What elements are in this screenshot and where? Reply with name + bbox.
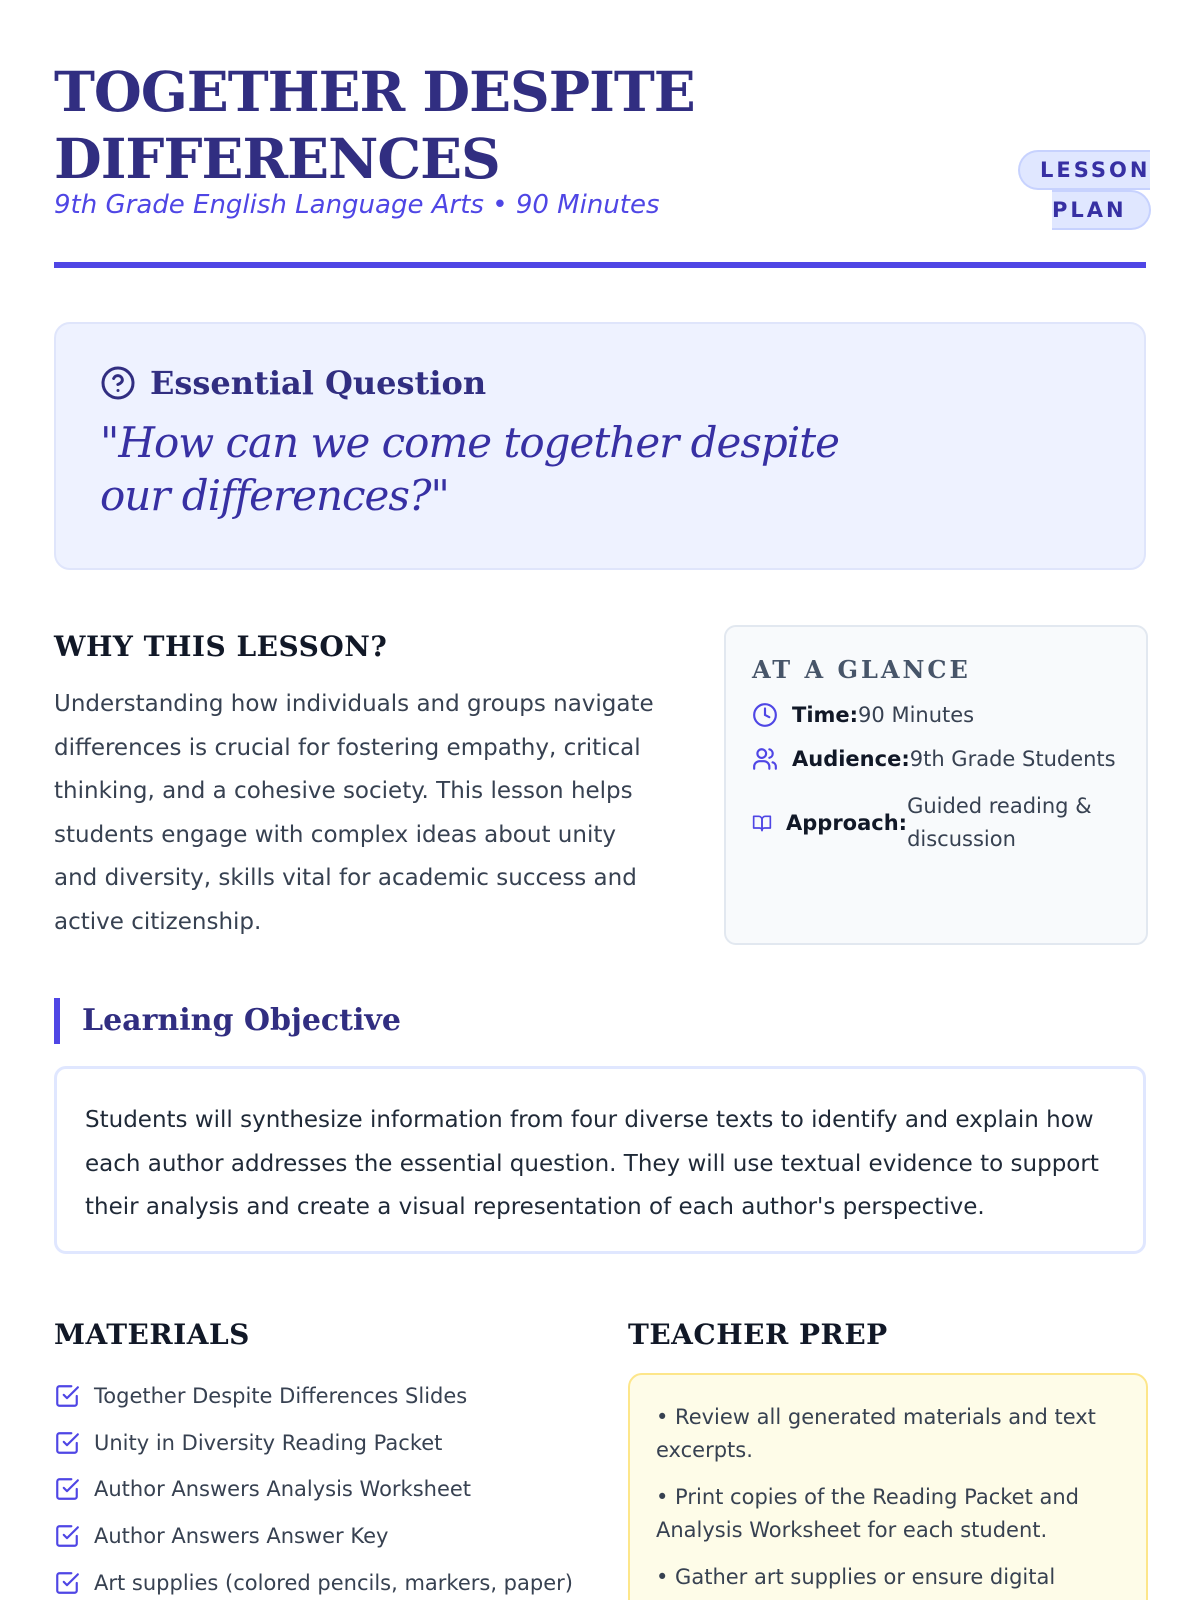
- glance-label-audience: Audience:: [792, 747, 910, 771]
- checkbox-checked-icon: [54, 1523, 80, 1549]
- list-item: [54, 1373, 614, 1420]
- why-this-lesson-section: [54, 630, 654, 944]
- glance-title: AT A GLANCE: [752, 655, 971, 684]
- glance-value-audience: 9th Grade Students: [909, 747, 1116, 771]
- learning-objective-box: [54, 1066, 1146, 1254]
- page-title: [54, 58, 774, 192]
- glance-row-time: [752, 702, 1120, 728]
- materials-heading: MATERIALS: [54, 1318, 250, 1351]
- materials-section: [54, 1318, 614, 1600]
- material-label: Unity in Diversity Reading Packet: [94, 1430, 443, 1455]
- badge-line-2: PLAN: [1052, 190, 1151, 230]
- glance-row-approach: [752, 790, 1120, 856]
- title-line-1: TOGETHER DESPITE: [54, 59, 695, 124]
- list-item: [54, 1513, 614, 1560]
- checkbox-checked-icon: [54, 1430, 80, 1456]
- material-label: Together Despite Differences Slides: [94, 1384, 468, 1409]
- list-item: [54, 1559, 614, 1600]
- header: [54, 0, 1151, 268]
- glance-value-time: 90 Minutes: [858, 703, 975, 727]
- essential-question-card: [54, 322, 1146, 570]
- essential-question-title: Essential Question: [150, 364, 487, 402]
- checkbox-checked-icon: [54, 1476, 80, 1502]
- teacher-prep-section: [628, 1318, 1148, 1600]
- lesson-plan-badge: [1018, 150, 1151, 230]
- list-item: [54, 1466, 614, 1513]
- learning-objective-body: Students will synthesize information from four diverse texts to identify and explain how each author addresses the essential question. They will use textual evidence to support their analysis and create a visual representation of each author's perspective.: [85, 1107, 1099, 1220]
- checkbox-checked-icon: [54, 1383, 80, 1409]
- learning-objective-heading: Learning Objective: [54, 998, 401, 1044]
- list-item: • Gather art supplies or ensure digital: [656, 1565, 1056, 1589]
- list-item: • Print copies of the Reading Packet and Analysis Worksheet for each student.: [656, 1485, 1079, 1542]
- essential-question-quote: "How can we come together despite our differences?": [100, 418, 839, 520]
- glance-row-audience: [752, 746, 1120, 772]
- title-line-2: DIFFERENCES: [54, 126, 500, 191]
- material-label: Author Answers Answer Key: [94, 1524, 389, 1549]
- users-icon: [752, 746, 778, 772]
- question-circle-icon: [100, 365, 136, 401]
- clock-icon: [752, 702, 778, 728]
- list-item: • Review all generated materials and text excerpts.: [656, 1405, 1096, 1462]
- list-item: [54, 1420, 614, 1467]
- glance-label-approach: Approach:: [786, 811, 908, 835]
- page-subtitle: 9th Grade English Language Arts • 90 Minutes: [54, 190, 660, 220]
- badge-line-1: LESSON: [1018, 150, 1150, 190]
- teacher-prep-heading: TEACHER PREP: [628, 1318, 888, 1351]
- checkbox-checked-icon: [54, 1570, 80, 1596]
- glance-value-approach: Guided reading & discussion: [907, 794, 1092, 851]
- why-body: Understanding how individuals and groups navigate differences is crucial for fostering empathy, critical thinking, and a cohesive society. This lesson helps students engage with complex ideas about unity and diversity, skills vital for academic success and active citizenship.: [54, 691, 654, 935]
- glance-label-time: Time:: [792, 703, 859, 727]
- at-a-glance-card: [724, 625, 1148, 945]
- material-label: Art supplies (colored pencils, markers, paper): [94, 1570, 573, 1595]
- essential-question-header: [100, 364, 1100, 402]
- why-heading: WHY THIS LESSON?: [54, 630, 388, 663]
- material-label: Author Answers Analysis Worksheet: [94, 1477, 472, 1502]
- teacher-prep-box: [628, 1373, 1148, 1600]
- materials-list: [54, 1373, 614, 1600]
- book-open-icon: [752, 813, 772, 833]
